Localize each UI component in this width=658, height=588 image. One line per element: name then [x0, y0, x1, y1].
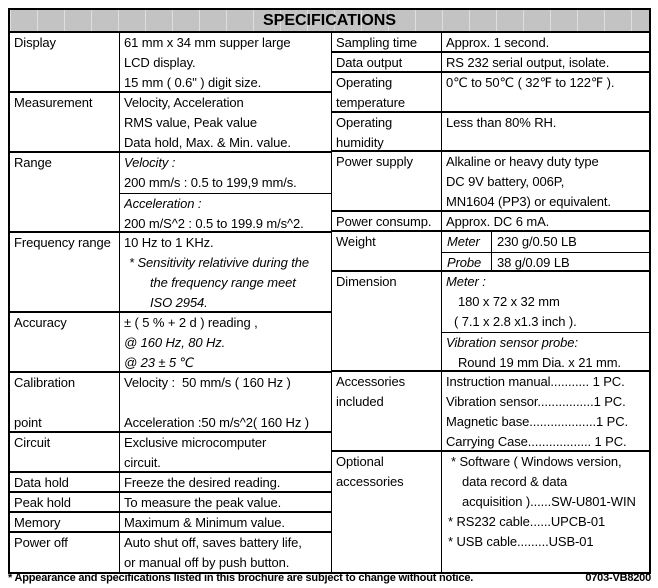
spec-text-line: 15 mm ( 0.6" ) digit size.	[124, 75, 262, 90]
spec-value-power-supply	[442, 152, 649, 210]
spec-value-dimension	[442, 272, 649, 370]
spec-label-line	[14, 393, 119, 413]
spec-text-line: RMS value, Peak value	[124, 115, 258, 130]
spec-text-line: Magnetic base...................1 PC.	[446, 414, 628, 429]
spec-label-line: Range	[14, 155, 52, 170]
spec-text-line	[124, 393, 331, 413]
spec-text-line: Alkaline or heavy duty type	[446, 154, 599, 169]
spec-label-sampling-time	[332, 33, 442, 51]
spec-text-line: Auto shut off, saves battery life,	[124, 535, 302, 550]
spec-row-power-supply	[332, 152, 649, 212]
spec-text-line: Velocity : 50 mm/s ( 160 Hz )	[124, 375, 291, 390]
spec-value-calibration-point	[120, 373, 331, 431]
spec-label-line: temperature	[336, 95, 405, 110]
spec-value-block	[442, 332, 649, 370]
spec-label-line: Frequency range	[14, 235, 111, 250]
spec-row-operating-humidity	[332, 113, 649, 152]
spec-value-optional-accessories	[442, 452, 649, 572]
spec-subrow-key: Meter	[442, 232, 492, 252]
spec-text-line: Approx. DC 6 mA.	[446, 214, 550, 229]
spec-label-data-hold	[10, 473, 120, 491]
spec-row-operating-temperature	[332, 73, 649, 113]
spec-label-line: Power consump.	[336, 214, 432, 229]
spec-value-accessories-included	[442, 372, 649, 450]
spec-text-line: ( 7.1 x 2.8 x1.3 inch ).	[454, 314, 577, 329]
spec-label-weight	[332, 232, 442, 270]
spec-label-line: Circuit	[14, 435, 51, 450]
spec-row-display	[10, 33, 331, 93]
spec-text-line: Meter :	[446, 274, 486, 289]
spec-subrow-value: 230 g/0.50 LB	[497, 234, 577, 249]
spec-row-memory	[10, 513, 331, 533]
spec-text-line: the frequency range meet	[150, 275, 296, 290]
spec-label-range	[10, 153, 120, 231]
spec-label-frequency-range	[10, 233, 120, 311]
spec-text-line: Freeze the desired reading.	[124, 475, 281, 490]
spec-label-operating-humidity	[332, 113, 442, 150]
spec-label-calibration-point	[10, 373, 120, 431]
spec-label-line: included	[336, 394, 384, 409]
spec-value-accuracy	[120, 313, 331, 371]
spec-text-line: Carrying Case.................. 1 PC.	[446, 434, 627, 449]
spec-text-line: Data hold, Max. & Min. value.	[124, 135, 291, 150]
spec-label-line: Accuracy	[14, 315, 67, 330]
spec-label-circuit	[10, 433, 120, 471]
spec-row-power-consumption	[332, 212, 649, 232]
spec-text-line: or manual off by push button.	[124, 555, 290, 570]
spec-label-peak-hold	[10, 493, 120, 511]
spec-text-line: 180 x 72 x 32 mm	[458, 294, 560, 309]
spec-label-accuracy	[10, 313, 120, 371]
spec-label-line: Optional	[336, 454, 384, 469]
spec-value-peak-hold	[120, 493, 331, 511]
spec-label-line: Accessories	[336, 374, 405, 389]
spec-label-accessories-included	[332, 372, 442, 450]
spec-row-range	[10, 153, 331, 233]
spec-label-power-off	[10, 533, 120, 572]
spec-label-line: Measurement	[14, 95, 93, 110]
spec-label-line: Operating	[336, 75, 393, 90]
spec-label-line: Power supply	[336, 154, 413, 169]
spec-label-line: accessories	[336, 474, 404, 489]
spec-text-line: Vibration sensor................1 PC.	[446, 394, 626, 409]
spec-text-line: * Software ( Windows version,	[451, 454, 622, 469]
spec-row-circuit	[10, 433, 331, 473]
spec-text-line: @ 23 ± 5 ℃	[124, 355, 195, 370]
left-column	[10, 33, 332, 572]
spec-label-line: Operating	[336, 115, 393, 130]
spec-text-line: 200 mm/s : 0.5 to 199,9 mm/s.	[124, 175, 297, 190]
spec-text-line: Vibration sensor probe:	[446, 335, 578, 350]
spec-text-line: Velocity, Acceleration	[124, 95, 244, 110]
spec-text-line: * RS232 cable......UPCB-01	[448, 514, 606, 529]
spec-label-line: Peak hold	[14, 495, 71, 510]
right-column	[332, 33, 649, 572]
spec-text-line: 0℃ to 50℃ ( 32℉ to 122℉ ).	[446, 75, 615, 90]
spec-text-line: * Sensitivity relativive during the	[129, 255, 310, 270]
footer	[8, 572, 651, 584]
spec-value-block	[120, 153, 331, 193]
specifications-table	[8, 8, 651, 574]
spec-text-line: LCD display.	[124, 55, 196, 70]
spec-label-power-consumption	[332, 212, 442, 230]
spec-label-line: Sampling time	[336, 35, 418, 50]
spec-label-line: Weight	[336, 234, 376, 249]
spec-value-operating-temperature	[442, 73, 649, 111]
spec-label-memory	[10, 513, 120, 531]
spec-row-dimension	[332, 272, 649, 372]
spec-row-weight	[332, 232, 649, 272]
spec-row-accessories-included	[332, 372, 649, 452]
spec-label-line: Dimension	[336, 274, 397, 289]
spec-value-operating-humidity	[442, 113, 649, 150]
spec-text-line: ± ( 5 % + 2 d ) reading ,	[124, 315, 258, 330]
spec-text-line: Exclusive microcomputer	[124, 435, 267, 450]
spec-text-line: Less than 80% RH.	[446, 115, 557, 130]
spec-subrow	[442, 232, 649, 252]
spec-value-memory	[120, 513, 331, 531]
spec-row-peak-hold	[10, 493, 331, 513]
spec-text-line: RS 232 serial output, isolate.	[446, 55, 610, 70]
spec-text-line: acquisition )......SW-U801-WIN	[462, 494, 636, 509]
spec-value-data-output	[442, 53, 649, 71]
spec-text-line: Acceleration :	[124, 196, 202, 211]
spec-value-data-hold	[120, 473, 331, 491]
spec-label-line: Data hold	[14, 475, 69, 490]
spec-label-power-supply	[332, 152, 442, 210]
spec-value-power-consumption	[442, 212, 649, 230]
spec-text-line: data record & data	[462, 474, 568, 489]
spec-text-line: @ 160 Hz, 80 Hz.	[124, 335, 226, 350]
document-code: 0703-VB8200	[585, 572, 651, 584]
spec-text-line: Velocity :	[124, 155, 176, 170]
spec-text-line: 61 mm x 34 mm supper large	[124, 35, 291, 50]
spec-row-measurement	[10, 93, 331, 153]
spec-label-line: Data output	[336, 55, 403, 70]
table-title: SPECIFICATIONS	[10, 10, 649, 33]
spec-value-block	[120, 193, 331, 231]
spec-text-line: MN1604 (PP3) or equivalent.	[446, 194, 611, 209]
spec-label-dimension	[332, 272, 442, 370]
spec-value-circuit	[120, 433, 331, 471]
spec-text-line: * USB cable.........USB-01	[448, 534, 594, 549]
spec-row-power-off	[10, 533, 331, 572]
spec-subrow	[442, 252, 649, 270]
spec-value-frequency-range	[120, 233, 331, 311]
spec-value-display	[120, 33, 331, 91]
spec-text-line: Approx. 1 second.	[446, 35, 550, 50]
spec-label-line: Memory	[14, 515, 61, 530]
spec-text-line: Acceleration :50 m/s^2( 160 Hz )	[124, 415, 309, 430]
spec-text-line: Round 19 mm Dia. x 21 mm.	[458, 355, 621, 370]
spec-label-display	[10, 33, 120, 91]
spec-label-data-output	[332, 53, 442, 71]
spec-label-line: Display	[14, 35, 56, 50]
spec-text-line: Instruction manual........... 1 PC.	[446, 374, 625, 389]
spec-value-measurement	[120, 93, 331, 151]
spec-label-measurement	[10, 93, 120, 151]
spec-row-data-hold	[10, 473, 331, 493]
spec-row-optional-accessories	[332, 452, 649, 572]
spec-label-line: Power off	[14, 535, 68, 550]
spec-value-range	[120, 153, 331, 231]
spec-label-line: point	[14, 415, 42, 430]
spec-text-line: 200 m/S^2 : 0.5 to 199.9 m/s^2.	[124, 216, 304, 231]
spec-text-line: 10 Hz to 1 KHz.	[124, 235, 214, 250]
spec-label-operating-temperature	[332, 73, 442, 111]
spec-row-sampling-time	[332, 33, 649, 53]
spec-row-frequency-range	[10, 233, 331, 313]
spec-label-line: Calibration	[14, 375, 76, 390]
spec-subrow-key: Probe	[442, 253, 492, 270]
spec-text-line: ISO 2954.	[150, 295, 208, 310]
spec-text-line: To measure the peak value.	[124, 495, 282, 510]
spec-label-line: humidity	[336, 135, 384, 150]
spec-value-sampling-time	[442, 33, 649, 51]
spec-text-line: DC 9V battery, 006P,	[446, 174, 565, 189]
spec-label-optional-accessories	[332, 452, 442, 572]
spec-value-weight	[442, 232, 649, 270]
spec-row-accuracy	[10, 313, 331, 373]
spec-value-power-off	[120, 533, 331, 572]
spec-text-line: Maximum & Minimum value.	[124, 515, 285, 530]
footer-note: * Appearance and specifications listed in this brochure are subject to change without notice.	[8, 572, 474, 584]
table-body	[10, 33, 649, 572]
spec-subrow-value: 38 g/0.09 LB	[497, 255, 570, 270]
spec-text-line: circuit.	[124, 455, 161, 470]
spec-value-block	[442, 272, 649, 332]
spec-row-data-output	[332, 53, 649, 73]
spec-row-calibration-point	[10, 373, 331, 433]
